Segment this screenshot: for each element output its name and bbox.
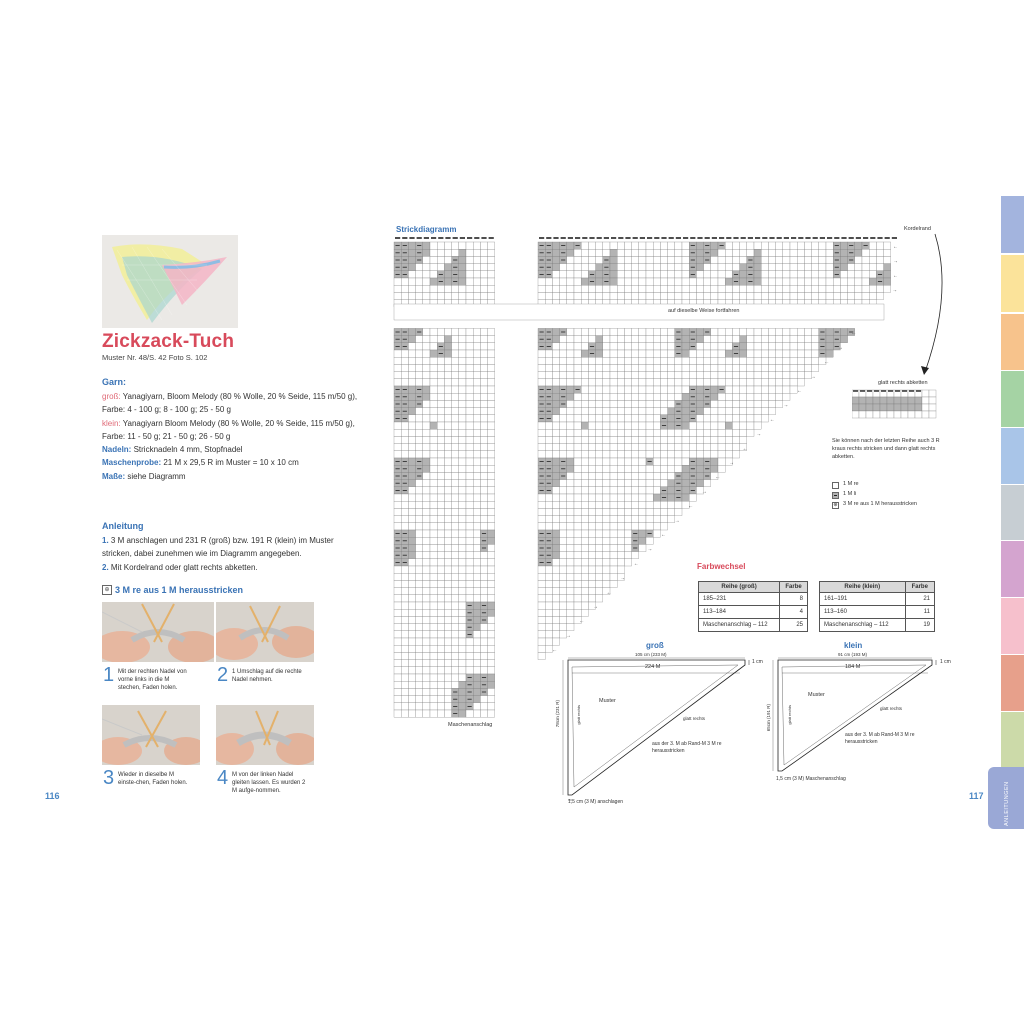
- legend-purl-label: 1 M li: [843, 491, 857, 497]
- step-3-number: 3: [103, 767, 115, 789]
- anleitung-heading: Anleitung: [102, 521, 144, 531]
- klein-schematic-label: klein: [844, 641, 863, 650]
- table-klein: [819, 581, 935, 632]
- side-tab-label: ANLEITUNGEN: [1004, 781, 1010, 827]
- gross-farbe: Farbe: 4 - 100 g; 8 - 100 g; 25 - 50 g: [102, 405, 231, 415]
- legend-knit-label: 1 M re: [843, 481, 859, 487]
- svg-text:→: →: [593, 604, 598, 611]
- technique-title: 3 M re aus 1 M herausstricken: [115, 585, 244, 595]
- svg-text:←: ←: [797, 388, 802, 395]
- svg-text:←: ←: [893, 244, 898, 251]
- side-tab-10[interactable]: [1001, 712, 1024, 767]
- gross-schematic: [560, 655, 760, 805]
- garn-heading: Garn:: [102, 377, 127, 387]
- gross-left-dim: 78cm (231 R): [555, 700, 560, 728]
- table-gross-header-farbe: Farbe: [780, 582, 808, 593]
- svg-text:←: ←: [851, 330, 857, 337]
- fortfahren-label: auf dieselbe Weise fortfahren: [668, 308, 740, 314]
- svg-text:→: →: [892, 287, 898, 294]
- gross-label: groß:: [102, 392, 121, 401]
- diagram-heading: Strickdiagramm: [396, 225, 457, 234]
- svg-text:→: →: [756, 431, 762, 438]
- masse-text: siehe Diagramm: [125, 471, 186, 481]
- svg-text:→: →: [729, 460, 734, 467]
- svg-text:←: ←: [552, 647, 558, 654]
- gross-inner-dim: 224 M: [645, 664, 661, 670]
- svg-text:→: →: [701, 489, 707, 495]
- svg-text:←: ←: [688, 503, 694, 510]
- svg-text:←: ←: [742, 445, 748, 452]
- farbwechsel-heading: Farbwechsel: [697, 562, 746, 571]
- step-1-photo: [102, 602, 214, 662]
- legend-increase-label: 3 M re aus 1 M herausstricken: [843, 501, 917, 507]
- table-klein-header-farbe: Farbe: [905, 582, 934, 593]
- gross-schematic-label: groß: [646, 641, 664, 650]
- svg-text:→: →: [837, 345, 843, 351]
- table-cell: 11: [905, 606, 934, 619]
- klein-diag-label: glatt rechts: [880, 706, 903, 711]
- table-cell: 21: [905, 593, 934, 606]
- side-tab-8[interactable]: [1001, 598, 1024, 654]
- maschenanschlag-label: Maschenanschlag: [448, 722, 493, 728]
- step-4-number: 4: [217, 767, 229, 789]
- step2-text: Mit Kordelrand oder glatt rechts abketten.: [108, 562, 258, 572]
- svg-text:→: →: [810, 373, 816, 380]
- step-3-text: Wieder in dieselbe M einste-chen, Faden holen.: [118, 772, 188, 786]
- svg-text:←: ←: [893, 273, 898, 279]
- table-cell: 25: [780, 619, 808, 632]
- svg-text:←: ←: [824, 359, 830, 366]
- step-2-photo: [216, 602, 314, 662]
- table-row: [699, 619, 808, 632]
- bind-off-note: Sie können nach der letzten Reihe auch 3 R kraus rechts stricken und dann glatt rechts abketten.: [832, 438, 940, 460]
- probe-text: 21 M x 29,5 R im Muster = 10 x 10 cm: [161, 458, 299, 468]
- step-3-photo: [102, 705, 200, 765]
- klein-bottom-label: 1,5 cm (3 M) Maschenanschlag: [776, 776, 846, 782]
- legend-increase-icon: ⊕: [833, 502, 838, 508]
- side-tab-5[interactable]: [1001, 428, 1024, 484]
- svg-text:→: →: [783, 402, 789, 409]
- svg-text:→: →: [620, 575, 626, 582]
- gross-side-label: glatt rechts: [576, 705, 581, 725]
- gross-bottom-label: 1,5 cm (3 M) anschlagen: [568, 799, 624, 805]
- step-1-number: 1: [103, 664, 115, 686]
- garn-details: [102, 390, 372, 483]
- side-tab-3[interactable]: [1001, 314, 1024, 370]
- shawl-illustration: [102, 235, 238, 328]
- table-cell: Maschenanschlag – 112: [820, 619, 906, 632]
- klein-inner-dim: 184 M: [845, 664, 861, 670]
- klein-text: Yanagiyarn Bloom Melody (80 % Wolle, 20 % Seide, 115 m/50 g),: [120, 418, 355, 428]
- klein-left-dim: 65cm (191 R): [766, 704, 771, 732]
- pattern-subtitle: Muster Nr. 48/S. 42 Foto S. 102: [102, 353, 208, 362]
- gross-right-dim: 1 cm: [752, 659, 763, 665]
- table-gross-header-reihe: Reihe (groß): [699, 582, 780, 593]
- klein-side-label: glatt rechts: [787, 705, 792, 725]
- step-1-text: Mit der rechten Nadel von vorne links in die M stechen, Faden holen.: [118, 669, 187, 691]
- technique-symbol-icon: ⊕: [102, 585, 112, 595]
- side-tab-2[interactable]: [1001, 255, 1024, 312]
- svg-text:→: →: [647, 546, 653, 553]
- table-cell: 8: [780, 593, 808, 606]
- gross-diag-label: glatt rechts: [683, 716, 706, 721]
- probe-label: Maschenprobe:: [102, 458, 162, 468]
- page-number-right: 117: [969, 791, 984, 801]
- step-4-photo: [216, 705, 314, 765]
- klein-top-dim: 91 cm (193 M): [838, 652, 868, 657]
- step-2-text: 1 Umschlag auf die rechte Nadel nehmen.: [232, 669, 302, 683]
- side-tab-6[interactable]: [1001, 485, 1024, 540]
- side-tab-4[interactable]: [1001, 371, 1024, 427]
- table-cell: 113–160: [820, 606, 906, 619]
- svg-text:←: ←: [715, 474, 721, 481]
- klein-inner-note: aus der 3. M ab Rand-M 3 M re herausstricken: [845, 732, 915, 745]
- gross-text: Yanagiyarn, Bloom Melody (80 % Wolle, 20 % Seide, 115 m/50 g),: [120, 392, 358, 401]
- nadeln-label: Nadeln:: [102, 445, 132, 455]
- svg-text:←: ←: [633, 561, 639, 567]
- svg-text:→: →: [893, 258, 898, 265]
- klein-schematic: [770, 655, 950, 780]
- page-number-left: 116: [45, 791, 60, 801]
- legend-knit-icon: [832, 482, 839, 489]
- gross-muster-label: Muster: [599, 698, 616, 704]
- step1-text: 3 M anschlagen und 231 R (groß) bzw. 191 R (klein) im Muster stricken, dabei zunehmen wie im Diagramm angegeben.: [102, 536, 334, 559]
- legend-purl-icon: [832, 492, 839, 499]
- table-cell: 185–231: [699, 593, 780, 606]
- svg-text:←: ←: [661, 532, 666, 539]
- step-2-number: 2: [217, 664, 229, 686]
- klein-farbe: Farbe: 11 - 50 g; 21 - 50 g; 26 - 50 g: [102, 431, 231, 441]
- svg-text:←: ←: [579, 618, 585, 625]
- table-row: [699, 593, 808, 606]
- svg-text:←: ←: [769, 417, 775, 423]
- pattern-title: Zickzack-Tuch: [102, 331, 235, 352]
- shawl-photo: [102, 235, 238, 328]
- klein-right-dim: 1 cm: [940, 659, 951, 665]
- table-row: [820, 606, 935, 619]
- glatt-rechts-abketten-label: glatt rechts abketten: [878, 380, 928, 386]
- gross-top-dim: 105 cm (233 M): [635, 652, 667, 657]
- bind-off-chart: [852, 388, 942, 423]
- step-4-text: M von der linken Nadel gleiten lassen. Es wurden 2 M aufge-nommen.: [232, 772, 306, 794]
- table-cell: Maschenanschlag – 112: [699, 619, 780, 632]
- svg-text:→: →: [674, 517, 680, 524]
- klein-label: klein:: [102, 418, 121, 428]
- nadeln-text: Stricknadeln 4 mm, Stopfnadel: [131, 445, 243, 455]
- table-cell: 161–191: [820, 593, 906, 606]
- anleitung-text: [102, 534, 352, 574]
- masse-label: Maße:: [102, 471, 126, 481]
- side-tab-1[interactable]: [1001, 196, 1024, 253]
- svg-text:←: ←: [606, 589, 612, 596]
- table-cell: 4: [780, 606, 808, 619]
- side-tab-7[interactable]: [1001, 541, 1024, 597]
- table-row: [820, 619, 935, 632]
- kordelrand-label: Kordelrand: [904, 226, 931, 232]
- kordelrand-arrow-icon: [915, 232, 955, 382]
- table-cell: 19: [905, 619, 934, 632]
- table-row: [699, 606, 808, 619]
- step1-num: 1.: [102, 536, 109, 545]
- table-row: [820, 593, 935, 606]
- svg-text:→: →: [565, 633, 571, 639]
- table-cell: 113–184: [699, 606, 780, 619]
- side-tab-9[interactable]: [1001, 655, 1024, 711]
- step2-num: 2.: [102, 562, 109, 572]
- table-gross: [698, 581, 808, 632]
- gross-inner-note: aus der 3. M ab Rand-M 3 M re herausstricken: [652, 741, 722, 754]
- table-klein-header-reihe: Reihe (klein): [820, 582, 906, 593]
- klein-muster-label: Muster: [808, 692, 825, 698]
